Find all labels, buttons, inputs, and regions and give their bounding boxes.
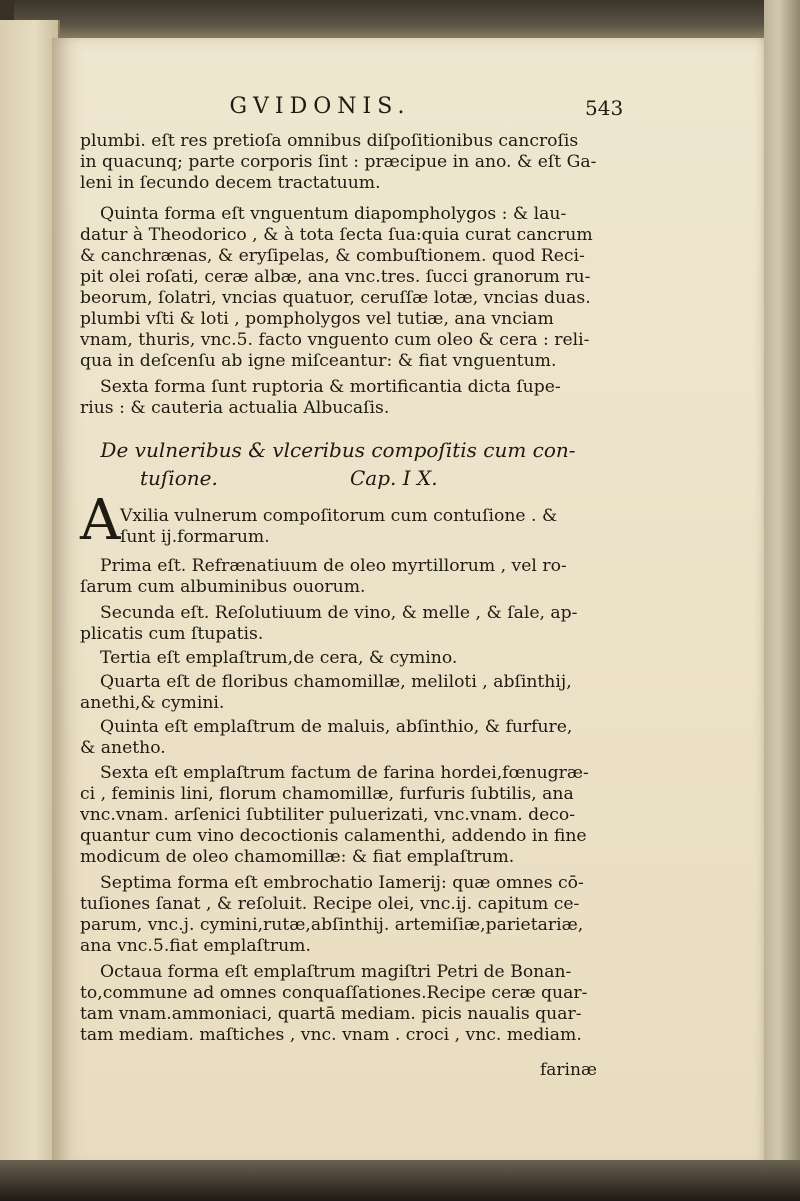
chapter-line: ci , feminis lini, florum chamomillæ, furfuris ſubtilis, ana: [80, 784, 574, 804]
chapter-line: & anetho.: [80, 738, 166, 758]
chapter-line: Sexta eſt emplaſtrum factum de farina hordei,fœnugræ-: [100, 763, 589, 783]
chapter-line: ſunt ij.formarum.: [120, 527, 270, 547]
catchword: farinæ: [540, 1060, 597, 1080]
facing-page-edge: [0, 20, 60, 1170]
chapter-line: tam mediam. maſtiches , vnc. vnam . croci , vnc. mediam.: [80, 1025, 582, 1045]
chapter-heading-line2: tuſione.: [140, 466, 218, 490]
body-line: beorum, ſolatri, vncias quatuor, ceruſſæ lotæ, vncias duas.: [80, 288, 591, 308]
chapter-line: plicatis cum ſtupatis.: [80, 624, 264, 644]
chapter-line: Tertia eſt emplaſtrum,de cera, & cymino.: [100, 648, 458, 668]
chapter-line: Octaua forma eſt emplaſtrum magiſtri Petri de Bonan-: [100, 962, 572, 982]
scan-right-border: [764, 0, 800, 1201]
chapter-line: ſarum cum albuminibus ouorum.: [80, 577, 366, 597]
chapter-line: anethi,& cymini.: [80, 693, 225, 713]
chapter-line: tuſiones ſanat , & reſoluit. Recipe olei, vnc.ij. capitum ce-: [80, 894, 580, 914]
chapter-line: Prima eſt. Refrænatiuum de oleo myrtillorum , vel ro-: [100, 556, 567, 576]
chapter-line: Quarta eſt de floribus chamomillæ, meliloti , abſinthij,: [100, 672, 572, 692]
page-number: 543: [585, 96, 624, 120]
body-line: datur à Theodorico , & à tota ſecta ſua:quia curat cancrum: [80, 225, 593, 245]
body-line: plumbi. eſt res pretioſa omnibus diſpoſitionibus cancroſis: [80, 131, 579, 151]
chapter-line: Secunda eſt. Reſolutiuum de vino, & melle , & ſale, ap-: [100, 603, 578, 623]
body-line: leni in ſecundo decem tractatuum.: [80, 173, 381, 193]
body-line: in quacunq; parte corporis ſint : præcipue in ano. & eſt Ga-: [80, 152, 597, 172]
chapter-heading-line1: De vulneribus & vlceribus compoſitis cum con-: [100, 438, 576, 462]
chapter-line: to,commune ad omnes conquaſſationes.Recipe ceræ quar-: [80, 983, 588, 1003]
chapter-line: quantur cum vino decoctionis calamenthi, addendo in fine: [80, 826, 587, 846]
chapter-line: Septima forma eſt embrochatio Iamerij: quæ omnes cō-: [100, 873, 584, 893]
running-head: GVIDONIS.: [229, 94, 411, 119]
chapter-line: tam vnam.ammoniaci, quartā mediam. picis naualis quar-: [80, 1004, 582, 1024]
chapter-line: Quinta eſt emplaſtrum de maluis, abſinthio, & furfure,: [100, 717, 573, 737]
body-line: & canchrænas, & eryſipelas, & combuſtionem. quod Reci-: [80, 246, 585, 266]
scan-top-border: [0, 0, 800, 40]
body-line: pit olei roſati, ceræ albæ, ana vnc.tres. ſucci granorum ru-: [80, 267, 591, 287]
chapter-line: modicum de oleo chamomillæ: & fiat emplaſtrum.: [80, 847, 515, 867]
chapter-line: Vxilia vulnerum compoſitorum cum contuſione . &: [120, 506, 558, 526]
body-line: Quinta forma eſt vnguentum diapompholygos : & lau-: [100, 204, 567, 224]
body-line: rius : & cauteria actualia Albucaſis.: [80, 398, 390, 418]
scan-bottom-border: [0, 1160, 800, 1201]
body-line: vnam, thuris, vnc.5. facto vnguento cum oleo & cera : reli-: [80, 330, 590, 350]
chapter-line: vnc.vnam. arſenici ſubtiliter puluerizati, vnc.vnam. deco-: [80, 805, 576, 825]
body-line: Sexta forma ſunt ruptoria & mortificantia dicta ſupe-: [100, 377, 561, 397]
body-line: plumbi vſti & loti , pompholygos vel tutiæ, ana vnciam: [80, 309, 554, 329]
chapter-number: Cap. I X.: [350, 466, 438, 490]
chapter-line: ana vnc.5.fiat emplaſtrum.: [80, 936, 311, 956]
body-line: qua in deſcenſu ab igne miſceantur: & fiat vnguentum.: [80, 351, 557, 371]
chapter-line: parum, vnc.j. cymini,rutæ,abſinthij. artemiſiæ,parietariæ,: [80, 915, 584, 935]
drop-capital: A: [80, 488, 121, 553]
